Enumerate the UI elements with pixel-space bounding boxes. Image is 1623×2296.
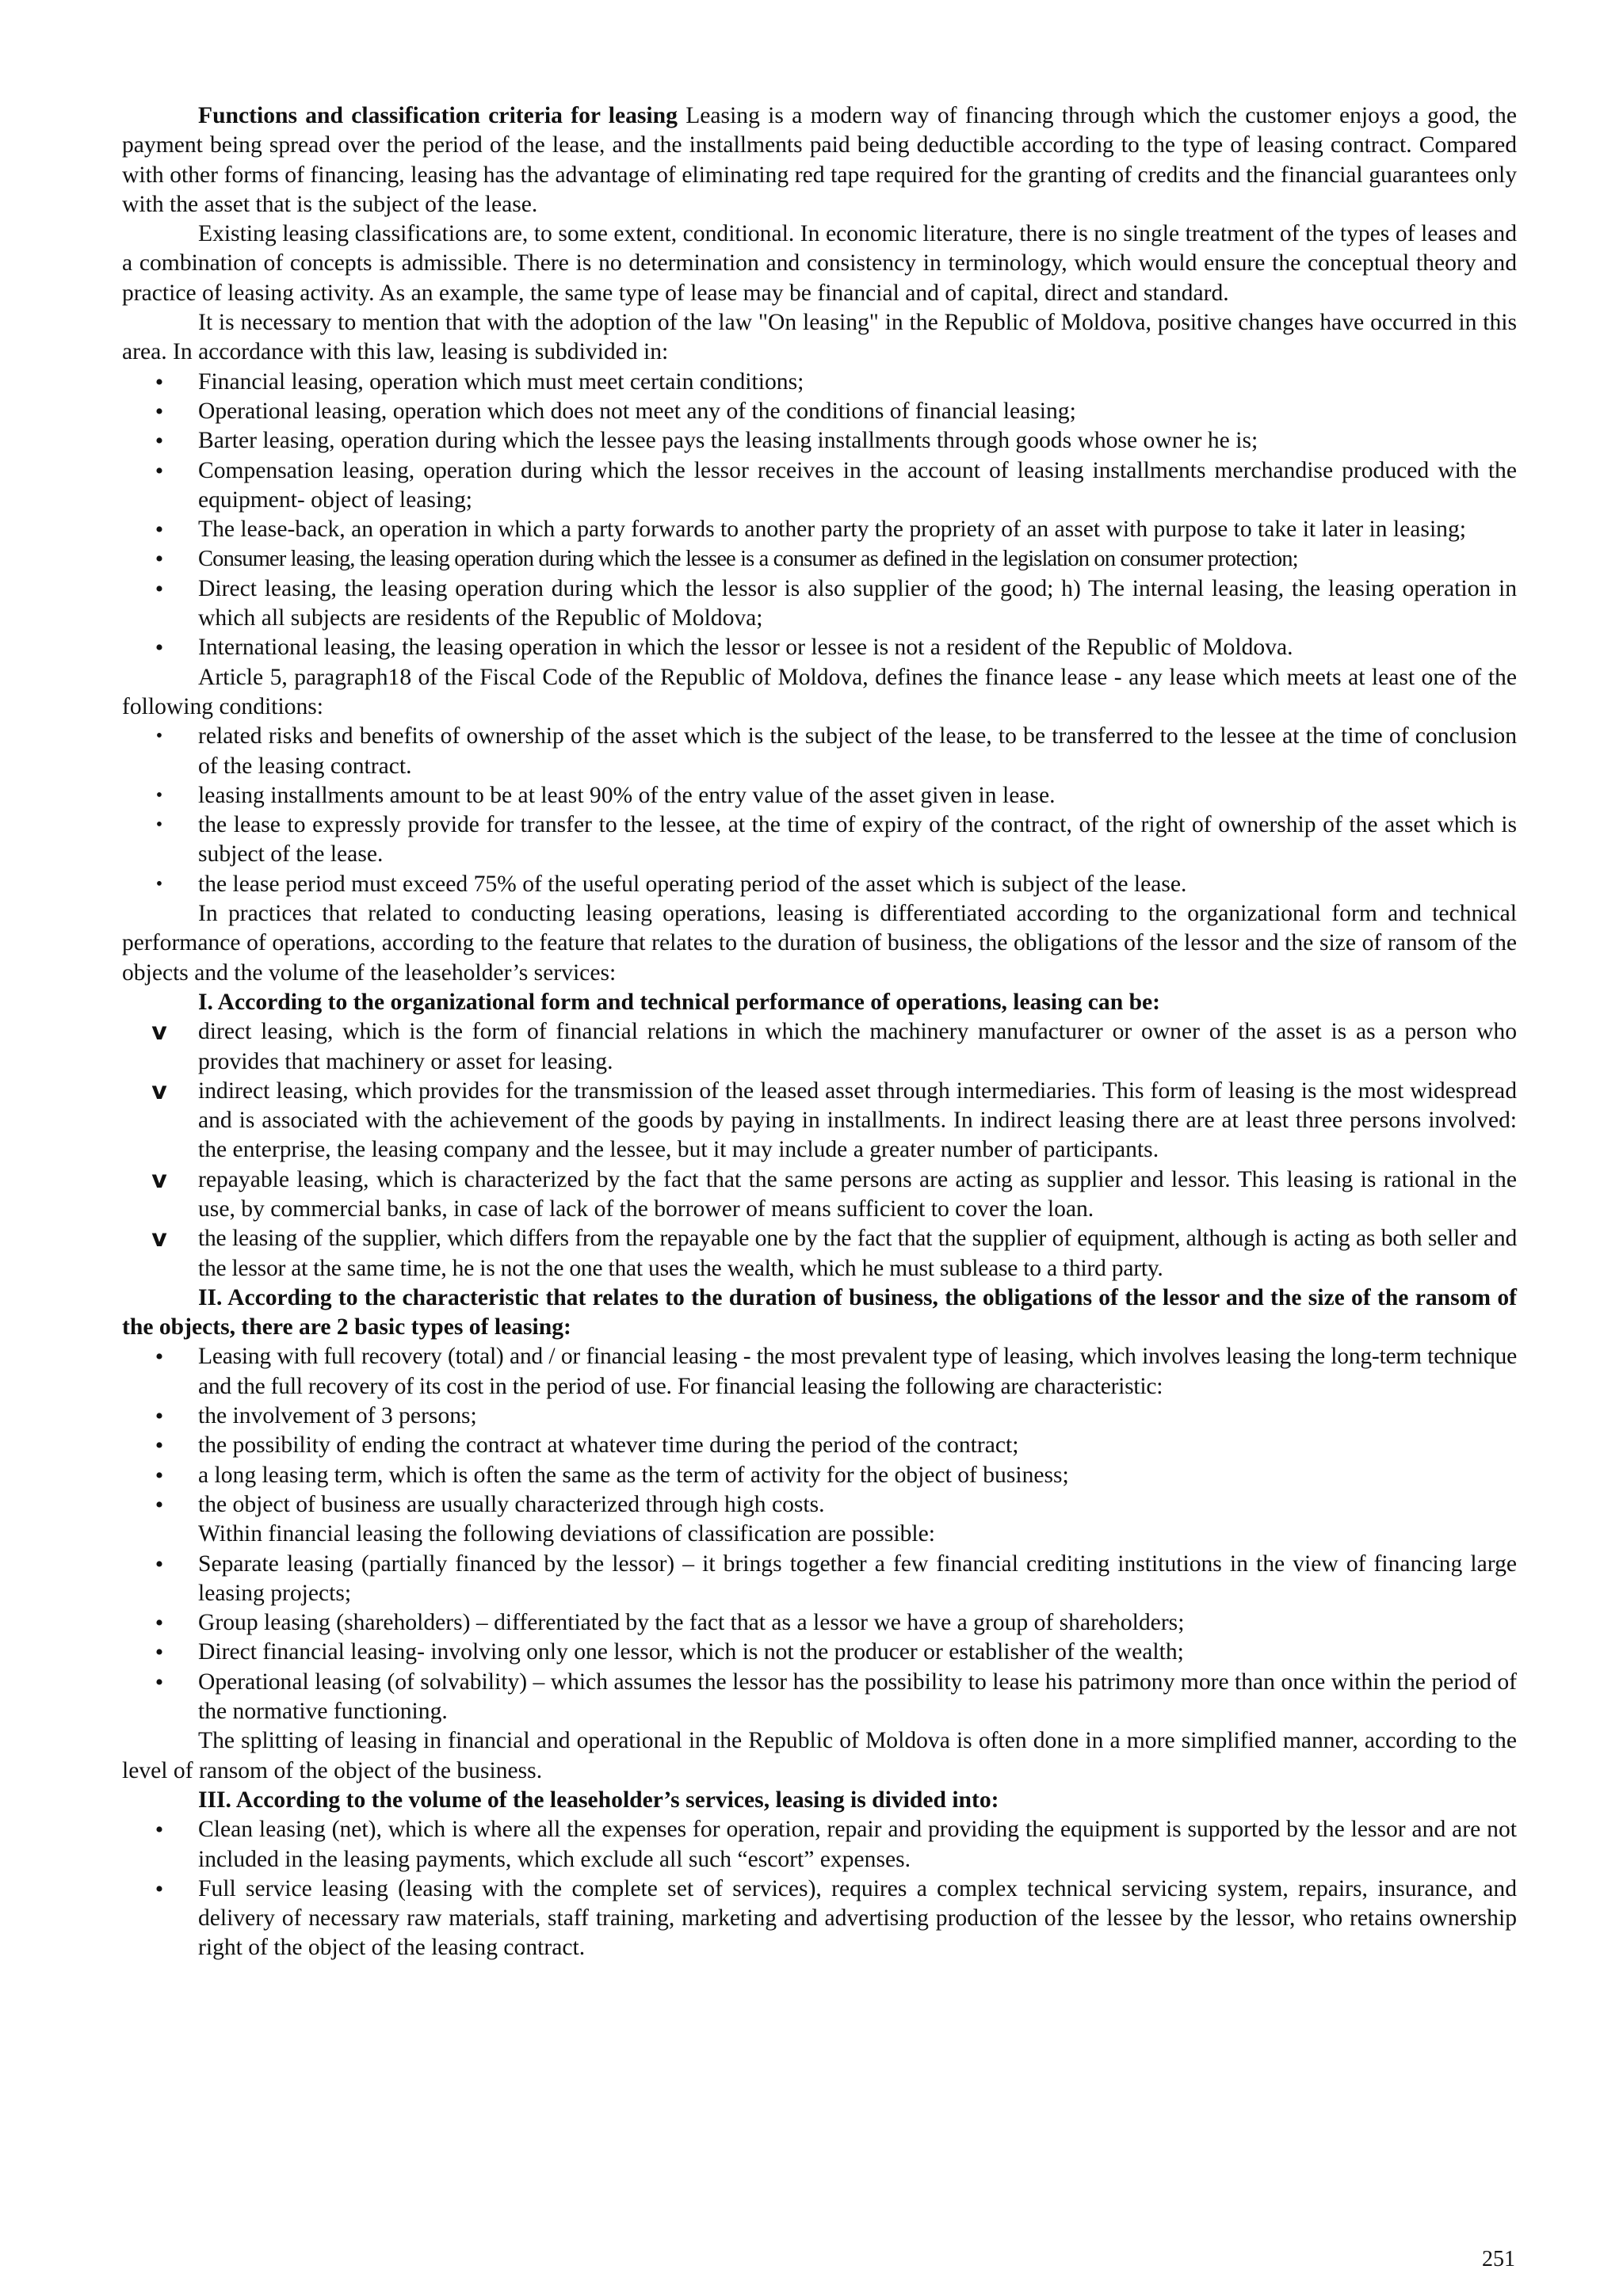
list-item: • Consumer leasing, the leasing operation during which the lessee is a consumer as defined in the legislation on consumer protection; xyxy=(122,544,1517,574)
paragraph-splitting: The splitting of leasing in financial and operational in the Republic of Moldova is often done in a more simplified manner, according to the level of ransom of the object of the business. xyxy=(122,1728,1517,1783)
list-item: • Direct leasing, the leasing operation during which the lessor is also supplier of the good; h) The internal leasing, the leasing operation in which all subjects are residents of the Republic of Moldova; xyxy=(122,574,1517,634)
heading-organizational-form: I. According to the organizational form and technical performance of operations, leasing can be: xyxy=(198,989,1161,1015)
bullet-icon: • xyxy=(155,814,163,836)
service-types-list xyxy=(122,1815,1517,1962)
heading-services: III. According to the volume of the leaseholder’s services, leasing is divided into: xyxy=(198,1787,999,1813)
bullet-icon: • xyxy=(155,635,164,662)
list-item: v the leasing of the supplier, which differs from the repayable one by the fact that the supplier of equipment, although is acting as both seller and the lessor at the same time, he is not the one that uses the wealth, which he must sublease to a third party. xyxy=(122,1224,1517,1283)
law-types-list xyxy=(122,368,1517,663)
list-item: • The lease-back, an operation in which a party forwards to another party the propriety of an asset with purpose to take it later in leasing; xyxy=(122,515,1517,544)
bullet-icon: • xyxy=(155,784,163,806)
list-item: • Direct financial leasing- involving only one lessor, which is not the producer or establisher of the wealth; xyxy=(122,1638,1517,1667)
list-item: v direct leasing, which is the form of financial relations in which the machinery manufacturer or owner of the asset is as a person who provides that machinery or asset for leasing. xyxy=(122,1017,1517,1077)
list-item: • International leasing, the leasing operation in which the lessor or lessee is not a resident of the Republic of Moldova. xyxy=(122,633,1517,662)
duration-types-list xyxy=(122,1342,1517,1520)
check-mark-icon: v xyxy=(151,1077,167,1105)
bullet-icon: • xyxy=(155,1432,164,1459)
list-item: • the lease period must exceed 75% of the useful operating period of the asset which is subject of the lease. xyxy=(122,870,1517,899)
intro-text: Leasing is a modern way of financing through which the customer enjoys a good, the payment being spread over the period of the lease, and the installments paid being deductible according to the type of leasing contract. Compared with other forms of financing, leasing has the advantage of eliminating red tape required for the granting of credits and the financial guarantees only with the asset that is the subject of the lease. xyxy=(122,103,1517,217)
bullet-icon: • xyxy=(155,873,163,894)
list-item: • Leasing with full recovery (total) and / or financial leasing - the most prevalent type of leasing, which involves leasing the long-term technique and the full recovery of its cost in the period of use. For financial leasing the following are characteristic: xyxy=(122,1342,1517,1402)
paragraph-law: It is necessary to mention that with the adoption of the law "On leasing" in the Republic of Moldova, positive changes have occurred in this area. In accordance with this law, leasing is subdivided in: xyxy=(122,310,1517,365)
list-item: • Barter leasing, operation during which the lessee pays the leasing installments through goods whose owner he is; xyxy=(122,426,1517,456)
bullet-icon: • xyxy=(155,457,164,484)
intro-paragraph xyxy=(122,101,1517,219)
paragraph-classifications: Existing leasing classifications are, to some extent, conditional. In economic literature, there is no single treatment of the types of leases and a combination of concepts is admissible. There is no determination and consistency in terminology, which would ensure the conceptual theory and practice of leasing activity. As an example, the same type of lease may be financial and of capital, direct and standard. xyxy=(122,221,1517,306)
conditions-list xyxy=(122,722,1517,899)
list-item: • Compensation leasing, operation during which the lessor receives in the account of leasing installments merchandise produced with the equipment- object of leasing; xyxy=(122,456,1517,516)
list-item: v repayable leasing, which is characterized by the fact that the same persons are acting as supplier and lessor. This leasing is rational in the use, by commercial banks, in case of lack of the borrower of means sufficient to cover the loan. xyxy=(122,1165,1517,1225)
list-item: • Group leasing (shareholders) – differentiated by the fact that as a lessor we have a group of shareholders; xyxy=(122,1608,1517,1638)
list-item: • leasing installments amount to be at least 90% of the entry value of the asset given in lease. xyxy=(122,781,1517,810)
org-forms-list xyxy=(122,1017,1517,1283)
document-page xyxy=(122,101,1517,1963)
bullet-icon: • xyxy=(155,1403,164,1430)
list-item: • Full service leasing (leasing with the complete set of services), requires a complex technical servicing system, repairs, insurance, and delivery of necessary raw materials, staff training, marketing and advertising production of the lessee by the lessor, who retains ownership right of the object of the leasing contract. xyxy=(122,1875,1517,1963)
check-mark-icon: v xyxy=(151,1018,167,1047)
list-item: • related risks and benefits of ownership of the asset which is the subject of the lease, to be transferred to the lessee at the time of conclusion of the leasing contract. xyxy=(122,722,1517,781)
bullet-icon: • xyxy=(155,1875,164,1902)
section-title: Functions and classification criteria for leasing xyxy=(198,103,678,128)
check-mark-icon: v xyxy=(151,1165,167,1194)
list-item: • Operational leasing, operation which does not meet any of the conditions of financial leasing; xyxy=(122,397,1517,426)
list-item: v indirect leasing, which provides for the transmission of the leased asset through intermediaries. This form of leasing is the most widespread and is associated with the achievement of the goods by paying in installments. In indirect leasing there are at least three persons involved: the enterprise, the leasing company and the lessee, but it may include a greater number of participants. xyxy=(122,1077,1517,1165)
bullet-icon: • xyxy=(155,575,164,602)
bullet-icon: • xyxy=(155,1610,164,1637)
check-mark-icon: v xyxy=(151,1225,167,1253)
bullet-icon: • xyxy=(155,1344,164,1371)
paragraph-deviations: Within financial leasing the following deviations of classification are possible: xyxy=(198,1521,935,1547)
list-item: • the lease to expressly provide for transfer to the lessee, at the time of expiry of the contract, of the right of ownership of the asset which is subject of the lease. xyxy=(122,810,1517,870)
bullet-icon: • xyxy=(155,726,163,747)
page-number: 251 xyxy=(1482,2247,1515,2271)
list-item: • Clean leasing (net), which is where all the expenses for operation, repair and providing the equipment is supported by the lessor and are not included in the leasing payments, which exclude all such “escort” expenses. xyxy=(122,1815,1517,1875)
list-item: • Separate leasing (partially financed by the lessor) – it brings together a few financial crediting institutions in the view of financing large leasing projects; xyxy=(122,1550,1517,1609)
list-item: • a long leasing term, which is often the same as the term of activity for the object of business; xyxy=(122,1461,1517,1490)
bullet-icon: • xyxy=(155,1639,164,1666)
paragraph-practices: In practices that related to conducting leasing operations, leasing is differentiated according to the organizational form and technical performance of operations, according to the feature that relates to the duration of business, the obligations of the lessor and the size of ransom of the objects and the volume of the leaseholder’s services: xyxy=(122,901,1517,986)
deviations-list xyxy=(122,1550,1517,1727)
list-item: • Financial leasing, operation which must meet certain conditions; xyxy=(122,368,1517,397)
list-item: • the object of business are usually characterized through high costs. xyxy=(122,1490,1517,1520)
bullet-icon: • xyxy=(155,428,164,455)
bullet-icon: • xyxy=(155,1550,164,1577)
bullet-icon: • xyxy=(155,1669,164,1695)
bullet-icon: • xyxy=(155,1817,164,1844)
bullet-icon: • xyxy=(155,517,164,543)
paragraph-fiscal-code: Article 5, paragraph18 of the Fiscal Code of the Republic of Moldova, defines the finance lease - any lease which meets at least one of the following conditions: xyxy=(122,664,1517,719)
bullet-icon: • xyxy=(155,1462,164,1489)
bullet-icon: • xyxy=(155,546,164,573)
bullet-icon: • xyxy=(155,1491,164,1518)
bullet-icon: • xyxy=(155,398,164,425)
list-item: • the involvement of 3 persons; xyxy=(122,1402,1517,1431)
heading-duration: II. According to the characteristic that relates to the duration of business, the obligations of the lessor and the size of the ransom of the objects, there are 2 basic types of leasing: xyxy=(122,1284,1517,1341)
bullet-icon: • xyxy=(155,368,164,395)
list-item: • the possibility of ending the contract at whatever time during the period of the contract; xyxy=(122,1431,1517,1460)
list-item: • Operational leasing (of solvability) – which assumes the lessor has the possibility to lease his patrimony more than once within the period of the normative functioning. xyxy=(122,1668,1517,1727)
